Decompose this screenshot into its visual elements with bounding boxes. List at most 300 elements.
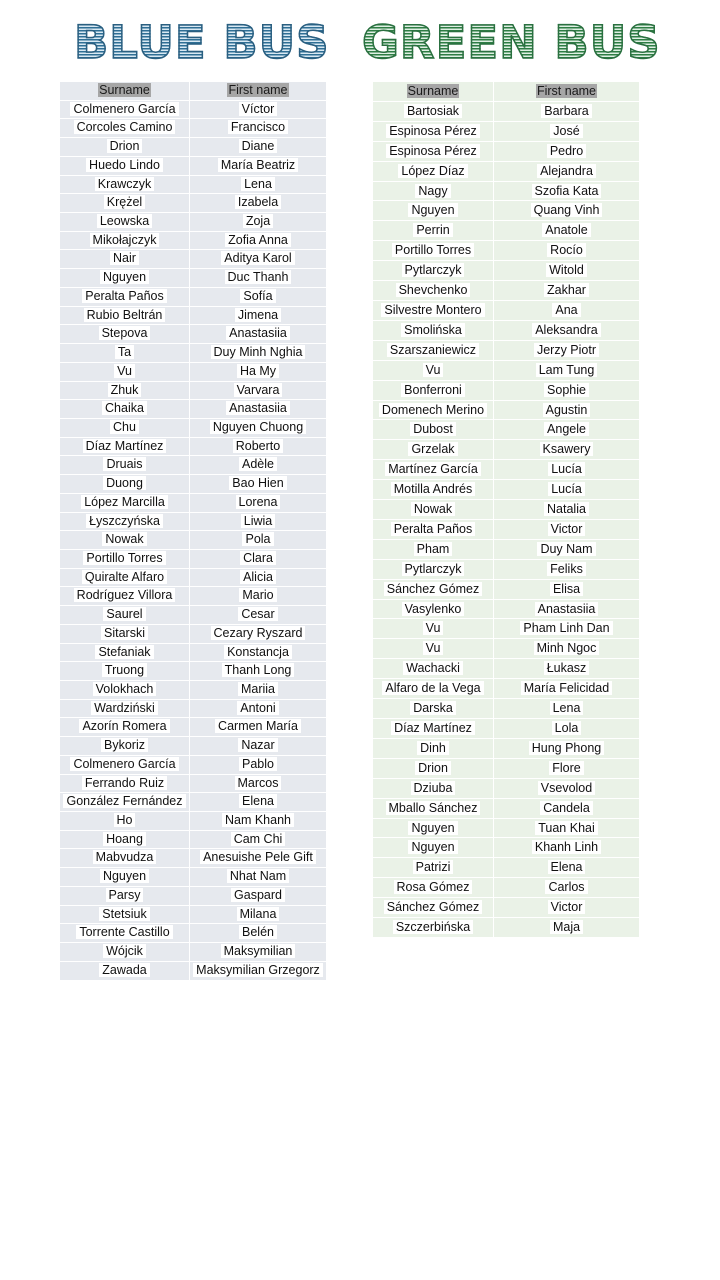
surname-cell xyxy=(373,579,494,599)
surname-cell xyxy=(60,643,190,662)
first-name-cell-text: Khanh Linh xyxy=(532,840,601,854)
surname-cell xyxy=(60,475,190,494)
first-name-cell xyxy=(494,559,640,579)
first-name-cell xyxy=(494,639,640,659)
first-name-cell-text: Nguyen Chuong xyxy=(210,420,306,434)
surname-cell xyxy=(373,201,494,221)
table-row xyxy=(373,500,640,520)
surname-cell xyxy=(60,437,190,456)
table-row xyxy=(373,639,640,659)
first-name-cell-text: Thanh Long xyxy=(222,663,295,677)
surname-cell-text: Parsy xyxy=(106,888,144,902)
table-row xyxy=(373,699,640,719)
first-name-cell xyxy=(190,718,327,737)
surname-cell-text: Nguyen xyxy=(100,270,149,284)
surname-cell xyxy=(373,878,494,898)
table-row xyxy=(373,778,640,798)
surname-cell-text: Domenech Merino xyxy=(379,403,487,417)
first-name-cell xyxy=(494,161,640,181)
table-row xyxy=(60,269,327,288)
surname-cell-text: Volokhach xyxy=(93,682,157,696)
surname-cell-text: Nguyen xyxy=(408,821,457,835)
table-row xyxy=(60,549,327,568)
first-name-cell-text: Maja xyxy=(550,920,583,934)
table-row xyxy=(60,213,327,232)
table-row xyxy=(373,380,640,400)
first-name-cell xyxy=(494,758,640,778)
first-name-cell-text: Pola xyxy=(242,532,273,546)
first-name-cell xyxy=(190,475,327,494)
first-name-cell xyxy=(190,924,327,943)
surname-cell-text: Bartosiak xyxy=(404,104,462,118)
surname-cell xyxy=(373,798,494,818)
surname-cell-text: Nair xyxy=(110,251,139,265)
green-bus-title: GREEN BUS xyxy=(362,16,661,69)
first-name-cell-text: Milana xyxy=(237,907,280,921)
surname-cell-text: Leowska xyxy=(97,214,152,228)
surname-cell xyxy=(373,221,494,241)
first-name-cell xyxy=(190,362,327,381)
table-row xyxy=(60,287,327,306)
table-row xyxy=(373,141,640,161)
table-row xyxy=(60,250,327,269)
surname-cell-text: Vu xyxy=(423,641,444,655)
surname-cell-text: Pham xyxy=(414,542,453,556)
first-name-cell-text: Liwia xyxy=(241,514,276,528)
table-row xyxy=(60,624,327,643)
surname-cell xyxy=(373,778,494,798)
table-row xyxy=(373,758,640,778)
table-row xyxy=(373,918,640,938)
table-row xyxy=(373,480,640,500)
table-row xyxy=(373,181,640,201)
surname-cell xyxy=(373,121,494,141)
first-name-cell xyxy=(494,340,640,360)
surname-cell xyxy=(373,420,494,440)
table-row xyxy=(60,568,327,587)
surname-cell-text: Szczerbińska xyxy=(393,920,473,934)
surname-cell xyxy=(60,156,190,175)
table-row xyxy=(373,161,640,181)
surname-cell-text: López Díaz xyxy=(398,164,467,178)
surname-cell-text: Quiralte Alfaro xyxy=(82,570,167,584)
surname-cell xyxy=(373,241,494,261)
surname-cell-text: Huedo Lindo xyxy=(86,158,163,172)
table-row xyxy=(373,221,640,241)
surname-cell-text: Krawczyk xyxy=(95,177,154,191)
table-row xyxy=(60,849,327,868)
first-name-cell xyxy=(494,898,640,918)
surname-cell-text: Motilla Andrés xyxy=(391,482,476,496)
first-name-cell-text: Mariia xyxy=(238,682,278,696)
first-name-cell xyxy=(190,755,327,774)
first-name-cell-text: Jerzy Piotr xyxy=(534,343,599,357)
first-name-cell-text: Pham Linh Dan xyxy=(520,621,612,635)
table-row xyxy=(373,241,640,261)
surname-cell xyxy=(373,699,494,719)
first-name-cell xyxy=(190,606,327,625)
surname-cell xyxy=(373,738,494,758)
table-row xyxy=(373,440,640,460)
surname-cell-text: Dinh xyxy=(417,741,449,755)
table-row xyxy=(373,738,640,758)
first-name-cell-text: Candela xyxy=(540,801,593,815)
surname-cell-text: Stefaniak xyxy=(95,645,153,659)
table-row xyxy=(60,737,327,756)
first-name-cell xyxy=(190,456,327,475)
table-row xyxy=(60,830,327,849)
first-name-cell-text: Lena xyxy=(550,701,584,715)
surname-cell xyxy=(373,101,494,121)
surname-cell xyxy=(373,838,494,858)
surname-cell-text: Díaz Martínez xyxy=(83,439,167,453)
surname-cell xyxy=(373,619,494,639)
first-name-cell xyxy=(494,778,640,798)
first-name-cell xyxy=(190,531,327,550)
first-name-cell xyxy=(190,100,327,119)
first-name-cell-text: Bao Hien xyxy=(229,476,286,490)
first-name-cell xyxy=(190,774,327,793)
surname-cell-text: Portillo Torres xyxy=(83,551,165,565)
first-name-cell-text: Sophie xyxy=(544,383,589,397)
first-name-cell xyxy=(494,101,640,121)
first-name-cell xyxy=(190,437,327,456)
first-name-cell-text: Ana xyxy=(552,303,580,317)
surname-cell xyxy=(60,812,190,831)
first-name-cell xyxy=(494,360,640,380)
first-name-cell-text: Anastasiia xyxy=(226,326,290,340)
surname-cell-text: Pytlarczyk xyxy=(402,263,465,277)
first-name-cell xyxy=(190,830,327,849)
first-name-cell-text: Elena xyxy=(239,794,277,808)
first-name-cell xyxy=(494,181,640,201)
first-name-cell-text: Lam Tung xyxy=(536,363,598,377)
surname-cell xyxy=(373,480,494,500)
first-name-cell xyxy=(494,121,640,141)
first-name-cell-text: Konstancja xyxy=(224,645,292,659)
table-row xyxy=(373,340,640,360)
surname-cell xyxy=(373,679,494,699)
surname-cell-text: Grzelak xyxy=(408,442,457,456)
surname-cell xyxy=(60,325,190,344)
first-name-cell xyxy=(494,699,640,719)
first-name-cell xyxy=(190,681,327,700)
table-row xyxy=(373,320,640,340)
table-row xyxy=(60,493,327,512)
surname-cell xyxy=(60,886,190,905)
surname-cell xyxy=(60,269,190,288)
first-name-cell xyxy=(494,539,640,559)
surname-cell xyxy=(60,905,190,924)
first-name-cell-text: Aditya Karol xyxy=(221,251,294,265)
surname-cell xyxy=(373,858,494,878)
first-name-cell-text: Anatole xyxy=(542,223,590,237)
surname-cell-text: Duong xyxy=(103,476,146,490)
first-name-cell xyxy=(190,344,327,363)
first-name-cell xyxy=(190,662,327,681)
first-name-cell-text: Victor xyxy=(548,522,586,536)
first-name-cell-text: Varvara xyxy=(234,383,283,397)
first-name-cell xyxy=(190,325,327,344)
first-name-cell-text: Adèle xyxy=(239,457,277,471)
table-row xyxy=(373,519,640,539)
first-name-cell-text: María Beatriz xyxy=(218,158,298,172)
first-name-cell xyxy=(190,119,327,138)
surname-cell-text: Azorín Romera xyxy=(79,719,169,733)
first-name-cell-text: Lorena xyxy=(236,495,281,509)
first-name-cell-text: Ha My xyxy=(237,364,279,378)
surname-cell-text: Sánchez Gómez xyxy=(384,900,482,914)
table-row xyxy=(373,121,640,141)
surname-cell-text: Shevchenko xyxy=(396,283,471,297)
surname-cell-text: Mballo Sánchez xyxy=(386,801,481,815)
first-name-cell xyxy=(494,281,640,301)
first-name-cell xyxy=(190,381,327,400)
surname-cell-text: Mikołajczyk xyxy=(90,233,160,247)
surname-cell-text: Saurel xyxy=(103,607,145,621)
surname-cell-text: Rosa Gómez xyxy=(394,880,473,894)
surname-cell-text: Druais xyxy=(103,457,145,471)
surname-cell xyxy=(60,194,190,213)
first-name-cell xyxy=(494,519,640,539)
first-name-cell xyxy=(494,878,640,898)
first-name-cell-text: Alicia xyxy=(240,570,276,584)
first-name-cell-text: Flore xyxy=(549,761,583,775)
first-name-cell-text: Ksawery xyxy=(540,442,594,456)
surname-cell-text: Peralta Paños xyxy=(82,289,167,303)
surname-cell xyxy=(373,599,494,619)
first-name-cell xyxy=(494,241,640,261)
surname-cell-text: Bykoriz xyxy=(101,738,148,752)
table-row xyxy=(60,138,327,157)
surname-cell-text: Alfaro de la Vega xyxy=(382,681,483,695)
first-name-cell-text: Feliks xyxy=(547,562,586,576)
first-name-cell-text: Rocío xyxy=(547,243,586,257)
first-name-cell-text: Gaspard xyxy=(231,888,285,902)
first-name-cell-text: Antoni xyxy=(237,701,278,715)
first-name-cell xyxy=(190,737,327,756)
surname-column-header xyxy=(373,82,494,102)
first-name-cell xyxy=(190,624,327,643)
first-name-cell-text: Pedro xyxy=(547,144,586,158)
surname-cell-text: Espinosa Pérez xyxy=(386,144,480,158)
surname-cell xyxy=(373,559,494,579)
table-row xyxy=(60,231,327,250)
table-row xyxy=(373,460,640,480)
surname-cell-text: Nguyen xyxy=(408,840,457,854)
surname-cell-text: Rodríguez Villora xyxy=(74,588,176,602)
first-name-cell xyxy=(494,201,640,221)
first-name-cell xyxy=(494,141,640,161)
surname-cell-text: Nowak xyxy=(102,532,146,546)
surname-cell xyxy=(60,793,190,812)
surname-cell xyxy=(373,758,494,778)
surname-cell xyxy=(60,755,190,774)
surname-cell xyxy=(60,868,190,887)
first-name-cell-text: Anesuishe Pele Gift xyxy=(200,850,316,864)
surname-cell xyxy=(60,512,190,531)
surname-cell-text: Stepova xyxy=(99,326,151,340)
table-row xyxy=(60,643,327,662)
table-row xyxy=(373,858,640,878)
surname-cell xyxy=(373,659,494,679)
surname-cell xyxy=(60,456,190,475)
surname-cell-text: Szarszaniewicz xyxy=(387,343,479,357)
surname-cell-text: Drion xyxy=(415,761,451,775)
surname-cell xyxy=(60,119,190,138)
first-name-column-header xyxy=(494,82,640,102)
first-name-cell-text: Łukasz xyxy=(544,661,590,675)
surname-cell xyxy=(373,380,494,400)
first-name-cell xyxy=(494,480,640,500)
table-row xyxy=(60,437,327,456)
first-name-cell xyxy=(494,440,640,460)
surname-cell xyxy=(60,175,190,194)
first-name-cell xyxy=(190,306,327,325)
surname-cell xyxy=(373,320,494,340)
table-row xyxy=(373,101,640,121)
first-name-cell xyxy=(190,418,327,437)
header-label: Surname xyxy=(99,83,150,97)
surname-cell-text: Stetsiuk xyxy=(99,907,149,921)
first-name-cell-text: Clara xyxy=(240,551,276,565)
surname-cell xyxy=(60,961,190,980)
first-name-cell xyxy=(494,261,640,281)
surname-cell xyxy=(60,287,190,306)
table-row xyxy=(60,119,327,138)
table-row xyxy=(60,344,327,363)
first-name-cell-text: Mario xyxy=(239,588,276,602)
surname-cell xyxy=(373,181,494,201)
first-name-cell-text: Zakhar xyxy=(544,283,589,297)
table-row xyxy=(60,418,327,437)
table-row xyxy=(373,420,640,440)
first-name-cell-text: Nazar xyxy=(238,738,277,752)
table-row xyxy=(60,475,327,494)
surname-cell xyxy=(373,460,494,480)
table-row xyxy=(60,306,327,325)
table-row xyxy=(373,281,640,301)
surname-cell xyxy=(60,830,190,849)
table-row xyxy=(60,100,327,119)
first-name-cell-text: Maksymilian xyxy=(221,944,296,958)
first-name-cell xyxy=(494,400,640,420)
first-name-cell-text: Lola xyxy=(552,721,582,735)
surname-cell xyxy=(60,924,190,943)
first-name-cell xyxy=(190,231,327,250)
surname-cell xyxy=(373,639,494,659)
surname-cell xyxy=(373,818,494,838)
surname-cell xyxy=(60,344,190,363)
surname-cell-text: Vu xyxy=(423,363,444,377)
first-name-cell xyxy=(190,194,327,213)
table-row xyxy=(373,360,640,380)
first-name-cell-text: Quang Vinh xyxy=(531,203,603,217)
first-name-cell-text: Minh Ngoc xyxy=(534,641,600,655)
header-label: First name xyxy=(228,83,288,97)
first-name-cell xyxy=(494,320,640,340)
table-row xyxy=(373,679,640,699)
surname-cell-text: Rubio Beltrán xyxy=(84,308,166,322)
surname-cell xyxy=(60,737,190,756)
first-name-cell-text: Elena xyxy=(548,860,586,874)
first-name-cell xyxy=(494,500,640,520)
surname-cell-text: Łyszczyńska xyxy=(86,514,163,528)
surname-cell xyxy=(60,587,190,606)
first-name-cell xyxy=(494,579,640,599)
first-name-cell xyxy=(190,886,327,905)
surname-cell-text: Portillo Torres xyxy=(392,243,474,257)
first-name-cell-text: Jimena xyxy=(235,308,281,322)
first-name-cell xyxy=(494,460,640,480)
table-row xyxy=(60,456,327,475)
first-name-cell xyxy=(494,679,640,699)
first-name-cell-text: Lucía xyxy=(548,482,585,496)
table-row xyxy=(373,619,640,639)
first-name-cell xyxy=(494,719,640,739)
table-row xyxy=(60,905,327,924)
surname-cell-text: Bonferroni xyxy=(401,383,465,397)
table-row xyxy=(60,718,327,737)
first-name-cell xyxy=(190,905,327,924)
surname-cell xyxy=(373,360,494,380)
table-row xyxy=(60,156,327,175)
surname-cell xyxy=(60,662,190,681)
first-name-cell-text: Witold xyxy=(546,263,587,277)
first-name-cell xyxy=(190,250,327,269)
surname-cell xyxy=(60,718,190,737)
first-name-cell-text: Angele xyxy=(544,422,589,436)
table-row xyxy=(373,798,640,818)
surname-cell-text: Peralta Paños xyxy=(391,522,476,536)
surname-cell xyxy=(60,606,190,625)
table-row xyxy=(60,961,327,980)
table-row xyxy=(60,194,327,213)
surname-cell-text: Drion xyxy=(107,139,143,153)
first-name-cell xyxy=(494,380,640,400)
first-name-cell-text: Tuan Khai xyxy=(535,821,598,835)
first-name-cell xyxy=(190,512,327,531)
first-name-cell-text: Zoja xyxy=(243,214,273,228)
blue-bus-roster-table xyxy=(59,81,327,981)
surname-cell xyxy=(60,100,190,119)
table-row xyxy=(60,774,327,793)
table-row xyxy=(373,201,640,221)
first-name-cell xyxy=(190,587,327,606)
surname-cell-text: Martínez García xyxy=(385,462,481,476)
surname-cell xyxy=(60,568,190,587)
first-name-cell xyxy=(494,221,640,241)
table-row xyxy=(373,599,640,619)
header-label: First name xyxy=(536,84,597,98)
first-name-cell xyxy=(190,138,327,157)
first-name-cell-text: Szofia Kata xyxy=(532,184,602,198)
first-name-cell xyxy=(494,300,640,320)
first-name-cell-text: Pablo xyxy=(239,757,277,771)
first-name-cell xyxy=(190,269,327,288)
first-name-cell xyxy=(494,619,640,639)
table-row xyxy=(60,755,327,774)
surname-cell-text: Colmenero García xyxy=(70,102,178,116)
first-name-cell-text: Víctor xyxy=(239,102,278,116)
surname-cell xyxy=(373,400,494,420)
table-header-row xyxy=(60,82,327,101)
surname-cell-text: Nowak xyxy=(411,502,455,516)
first-name-cell xyxy=(190,213,327,232)
surname-cell xyxy=(60,306,190,325)
first-name-cell-text: Lena xyxy=(241,177,275,191)
table-row xyxy=(60,362,327,381)
